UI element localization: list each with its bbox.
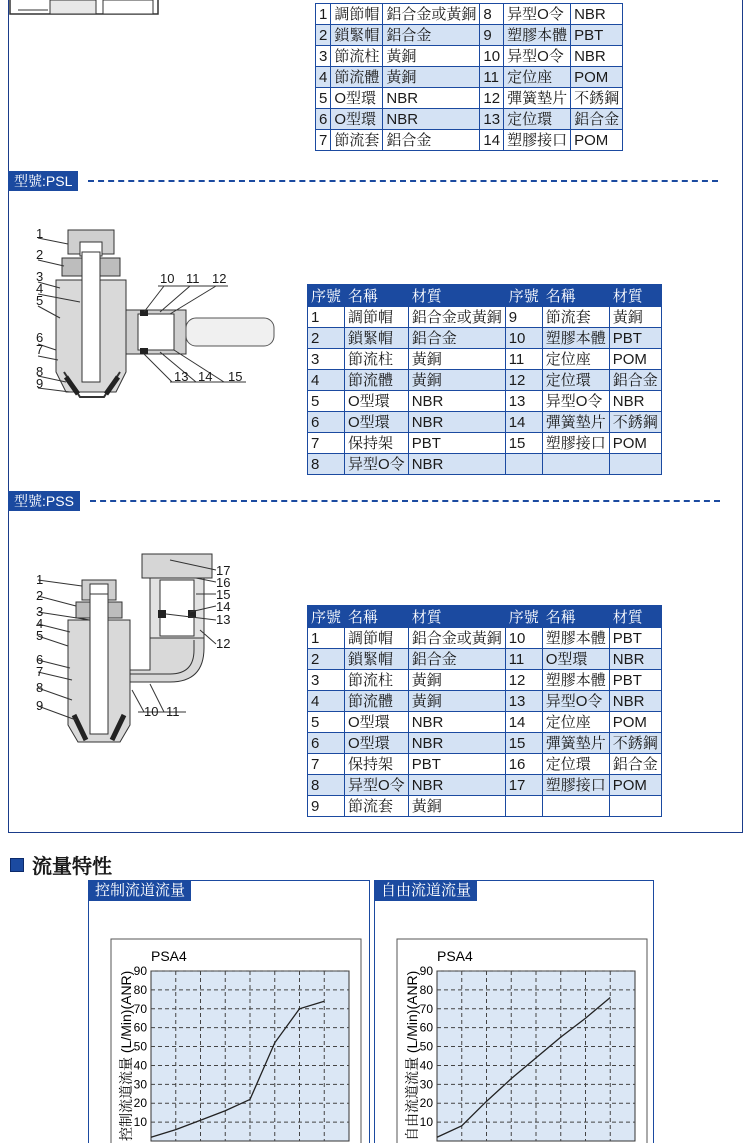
psl-header-cell: 材質 xyxy=(408,285,505,307)
table-cell: 异型O令 xyxy=(542,691,609,712)
table-cell: 塑膠接口 xyxy=(542,775,609,796)
chart-free-flow xyxy=(375,881,653,1143)
table-cell: 13 xyxy=(505,691,542,712)
table-cell: 14 xyxy=(505,712,542,733)
pss-callout-5: 5 xyxy=(36,628,44,643)
table-row xyxy=(308,691,662,712)
table-cell: 异型O令 xyxy=(542,391,609,412)
table-cell: 調節帽 xyxy=(345,628,409,649)
table-cell: 3 xyxy=(316,46,331,67)
psl-header-cell: 名稱 xyxy=(345,285,409,307)
table-cell: PBT xyxy=(609,628,661,649)
table-cell: 不銹鋼 xyxy=(571,88,623,109)
table-row xyxy=(308,712,662,733)
table-row xyxy=(308,433,662,454)
table-cell: 12 xyxy=(480,88,504,109)
table-cell: 12 xyxy=(505,370,542,391)
table-cell: 節流套 xyxy=(345,796,409,817)
y-tick-label: 10 xyxy=(419,1115,433,1130)
table-cell: 5 xyxy=(308,391,345,412)
psl-callout-1: 1 xyxy=(36,226,44,241)
psl-parts-table xyxy=(307,284,662,475)
table-cell: 節流柱 xyxy=(345,349,409,370)
table-row xyxy=(316,46,623,67)
table-cell: 黃銅 xyxy=(408,796,505,817)
pss-callout-10: 10 xyxy=(144,704,159,719)
table-cell: 鋁合金或黃銅 xyxy=(383,4,480,25)
y-tick-label: 50 xyxy=(133,1039,147,1054)
table-row xyxy=(316,130,623,151)
table-cell: NBR xyxy=(408,412,505,433)
table-cell: O型環 xyxy=(345,412,409,433)
table-row xyxy=(308,796,662,817)
chart-control-flow xyxy=(89,881,369,1143)
y-tick-label: 30 xyxy=(133,1077,147,1092)
chart-title: PSA4 xyxy=(151,948,187,964)
table-cell: 8 xyxy=(308,775,345,796)
table-cell: 彈簧墊片 xyxy=(542,733,609,754)
table-cell: 保持架 xyxy=(345,433,409,454)
flow-section-title-text: 流量特性 xyxy=(32,856,112,878)
table-cell: O型環 xyxy=(331,109,383,130)
pss-callout-3: 3 xyxy=(36,604,44,619)
table-row xyxy=(316,109,623,130)
table-cell: 9 xyxy=(308,796,345,817)
table-cell: O型環 xyxy=(345,391,409,412)
y-tick-label: 90 xyxy=(133,964,147,978)
y-tick-label: 60 xyxy=(419,1020,433,1035)
table-cell: 鋁合金 xyxy=(609,754,661,775)
table-cell: 15 xyxy=(505,433,542,454)
pss-header-cell: 材質 xyxy=(609,606,661,628)
table-cell: 鋁合金或黃銅 xyxy=(408,307,505,328)
table-row xyxy=(308,754,662,775)
pss-divider xyxy=(90,500,720,502)
table-cell: 14 xyxy=(480,130,504,151)
table-cell: 黃銅 xyxy=(609,307,661,328)
table-cell: 節流套 xyxy=(542,307,609,328)
table-cell: 7 xyxy=(316,130,331,151)
top-diagram-fragment xyxy=(8,0,168,22)
table-cell xyxy=(505,796,542,817)
table-cell: O型環 xyxy=(331,88,383,109)
table-cell: O型環 xyxy=(542,649,609,670)
table-cell: 定位環 xyxy=(542,370,609,391)
pss-model-label: 型號:PSS xyxy=(8,491,80,511)
table-cell: PBT xyxy=(571,25,623,46)
table-cell: 不銹鋼 xyxy=(609,733,661,754)
y-tick-label: 50 xyxy=(419,1039,433,1054)
table-cell: 10 xyxy=(505,328,542,349)
table-cell: 5 xyxy=(316,88,331,109)
psl-header-cell: 材質 xyxy=(609,285,661,307)
pss-callout-12: 12 xyxy=(216,636,231,651)
table-cell: 12 xyxy=(505,670,542,691)
psl-callout-10: 10 xyxy=(160,271,175,286)
table-row xyxy=(308,670,662,691)
table-cell: 節流套 xyxy=(331,130,383,151)
table-cell: 定位環 xyxy=(504,109,571,130)
table-cell xyxy=(505,454,542,475)
table-cell: 异型O令 xyxy=(345,775,409,796)
table-cell: 异型O令 xyxy=(504,46,571,67)
table-cell: O型環 xyxy=(345,712,409,733)
table-cell: 塑膠本體 xyxy=(542,670,609,691)
psl-header-cell: 序號 xyxy=(308,285,345,307)
y-axis-label: 自由流道流量 (L/Min)(ANR) xyxy=(404,970,420,1141)
table-cell: NBR xyxy=(408,391,505,412)
flow-section-title xyxy=(10,850,112,879)
table-cell: 黃銅 xyxy=(383,46,480,67)
table-cell: 鋁合金 xyxy=(408,328,505,349)
table-cell: NBR xyxy=(408,454,505,475)
y-tick-label: 10 xyxy=(133,1115,147,1130)
pss-model-bar xyxy=(8,491,720,511)
pss-header-cell: 序號 xyxy=(308,606,345,628)
table-cell: NBR xyxy=(383,109,480,130)
table-cell: 9 xyxy=(480,25,504,46)
pss-header-row xyxy=(308,606,662,628)
table-cell: 塑膠接口 xyxy=(504,130,571,151)
table-cell: POM xyxy=(609,775,661,796)
table-cell: 1 xyxy=(308,307,345,328)
table-cell: 11 xyxy=(480,67,504,88)
table-row xyxy=(308,454,662,475)
table-cell: 定位座 xyxy=(542,349,609,370)
table-cell: NBR xyxy=(609,391,661,412)
table-cell: 1 xyxy=(316,4,331,25)
top-parts-table xyxy=(315,3,623,151)
chart-panel-free xyxy=(374,880,654,1143)
psl-callout-3: 3 xyxy=(36,269,44,284)
table-cell xyxy=(609,796,661,817)
y-tick-label: 60 xyxy=(133,1020,147,1035)
y-tick-label: 40 xyxy=(419,1058,433,1073)
table-cell: 彈簧墊片 xyxy=(504,88,571,109)
psl-callout-2: 2 xyxy=(36,247,44,262)
table-cell: 定位環 xyxy=(542,754,609,775)
table-cell: 7 xyxy=(308,433,345,454)
table-cell: 1 xyxy=(308,628,345,649)
table-cell: 6 xyxy=(308,412,345,433)
y-tick-label: 70 xyxy=(419,1001,433,1016)
table-cell: 鋁合金或黃銅 xyxy=(408,628,505,649)
psl-callout-15: 15 xyxy=(228,369,243,384)
table-cell: 14 xyxy=(505,412,542,433)
y-tick-label: 90 xyxy=(419,964,433,978)
y-axis-label: 控制流道流量 (L/Min)(ANR) xyxy=(118,970,134,1141)
table-cell: POM xyxy=(609,433,661,454)
pss-callout-15: 15 xyxy=(216,587,231,602)
pss-header-cell: 材質 xyxy=(408,606,505,628)
table-cell: 調節帽 xyxy=(331,4,383,25)
table-cell: 鋁合金 xyxy=(571,109,623,130)
psl-header-row xyxy=(308,285,662,307)
table-cell: 塑膠本體 xyxy=(542,328,609,349)
table-cell: 黃銅 xyxy=(408,691,505,712)
table-cell: 2 xyxy=(308,649,345,670)
table-cell: 塑膠本體 xyxy=(504,25,571,46)
square-bullet-icon xyxy=(10,858,24,872)
table-row xyxy=(308,412,662,433)
table-cell: PBT xyxy=(408,754,505,775)
psl-callout-4: 4 xyxy=(36,281,44,296)
table-cell: POM xyxy=(571,130,623,151)
psl-divider xyxy=(88,180,718,182)
table-row xyxy=(308,328,662,349)
table-cell: 節流體 xyxy=(345,370,409,391)
table-cell: 鋁合金 xyxy=(408,649,505,670)
table-cell: 9 xyxy=(505,307,542,328)
table-cell: NBR xyxy=(609,691,661,712)
table-cell: 節流柱 xyxy=(345,670,409,691)
psl-callout-9: 9 xyxy=(36,376,44,391)
table-cell: 异型O令 xyxy=(345,454,409,475)
table-cell: PBT xyxy=(609,328,661,349)
table-cell: POM xyxy=(571,67,623,88)
table-cell xyxy=(609,454,661,475)
pss-callout-6: 6 xyxy=(36,652,44,667)
table-cell: NBR xyxy=(383,88,480,109)
pss-diagram xyxy=(20,550,240,750)
table-row xyxy=(308,307,662,328)
chart-panel-title-free: 自由流道流量 xyxy=(375,881,477,901)
table-cell xyxy=(542,796,609,817)
table-row xyxy=(316,25,623,46)
table-cell: 11 xyxy=(505,649,542,670)
pss-callout-17: 17 xyxy=(216,563,231,578)
pss-callout-2: 2 xyxy=(36,588,44,603)
table-row xyxy=(316,4,623,25)
y-tick-label: 80 xyxy=(419,982,433,997)
table-row xyxy=(308,628,662,649)
psl-callout-12: 12 xyxy=(212,271,227,286)
table-cell: 節流體 xyxy=(345,691,409,712)
table-cell xyxy=(542,454,609,475)
table-cell: 3 xyxy=(308,349,345,370)
table-cell: 調節帽 xyxy=(345,307,409,328)
table-cell: POM xyxy=(609,712,661,733)
table-cell: 15 xyxy=(505,733,542,754)
psl-callout-7: 7 xyxy=(36,342,44,357)
table-cell: NBR xyxy=(571,46,623,67)
table-row xyxy=(308,349,662,370)
table-cell: 5 xyxy=(308,712,345,733)
pss-header-cell: 名稱 xyxy=(345,606,409,628)
psl-callout-8: 8 xyxy=(36,364,44,379)
table-cell: 節流柱 xyxy=(331,46,383,67)
table-cell: 鎖緊帽 xyxy=(331,25,383,46)
table-cell: 鎖緊帽 xyxy=(345,328,409,349)
table-row xyxy=(316,67,623,88)
table-cell: 黃銅 xyxy=(408,370,505,391)
table-row xyxy=(308,649,662,670)
chart-title: PSA4 xyxy=(437,948,473,964)
table-cell: NBR xyxy=(609,649,661,670)
table-cell: PBT xyxy=(609,670,661,691)
pss-callout-4: 4 xyxy=(36,616,44,631)
chart-panel-control xyxy=(88,880,370,1143)
table-cell: O型環 xyxy=(345,733,409,754)
y-tick-label: 30 xyxy=(419,1077,433,1092)
y-tick-label: 40 xyxy=(133,1058,147,1073)
table-cell: NBR xyxy=(408,775,505,796)
y-tick-label: 80 xyxy=(133,982,147,997)
table-row xyxy=(308,733,662,754)
table-cell: 定位座 xyxy=(542,712,609,733)
table-cell: 4 xyxy=(316,67,331,88)
table-cell: 异型O令 xyxy=(504,4,571,25)
chart-panel-title-control: 控制流道流量 xyxy=(89,881,191,901)
table-cell: PBT xyxy=(408,433,505,454)
table-cell: POM xyxy=(609,349,661,370)
table-cell: 黃銅 xyxy=(383,67,480,88)
table-cell: 鎖緊帽 xyxy=(345,649,409,670)
table-cell: 鋁合金 xyxy=(383,25,480,46)
table-cell: 8 xyxy=(308,454,345,475)
table-cell: 塑膠接口 xyxy=(542,433,609,454)
psl-callout-6: 6 xyxy=(36,330,44,345)
table-cell: 10 xyxy=(480,46,504,67)
table-cell: 8 xyxy=(480,4,504,25)
table-cell: 塑膠本體 xyxy=(542,628,609,649)
table-cell: NBR xyxy=(408,733,505,754)
table-row xyxy=(308,370,662,391)
pss-callout-16: 16 xyxy=(216,575,231,590)
y-tick-label: 20 xyxy=(419,1096,433,1111)
pss-header-cell: 序號 xyxy=(505,606,542,628)
table-cell: 黃銅 xyxy=(408,349,505,370)
pss-header-cell: 名稱 xyxy=(542,606,609,628)
pss-callout-8: 8 xyxy=(36,680,44,695)
pss-parts-table xyxy=(307,605,662,817)
table-cell: 17 xyxy=(505,775,542,796)
psl-header-cell: 序號 xyxy=(505,285,542,307)
table-row xyxy=(316,88,623,109)
table-cell: 10 xyxy=(505,628,542,649)
y-tick-label: 20 xyxy=(133,1096,147,1111)
table-cell: 鋁合金 xyxy=(383,130,480,151)
pss-callout-14: 14 xyxy=(216,599,231,614)
psl-model-label: 型號:PSL xyxy=(8,171,78,191)
table-cell: 7 xyxy=(308,754,345,775)
pss-callout-9: 9 xyxy=(36,698,44,713)
table-cell: NBR xyxy=(571,4,623,25)
psl-model-bar xyxy=(8,171,718,191)
table-cell: 2 xyxy=(308,328,345,349)
table-cell: 13 xyxy=(480,109,504,130)
table-cell: 不銹鋼 xyxy=(609,412,661,433)
pss-callout-7: 7 xyxy=(36,664,44,679)
table-cell: 6 xyxy=(308,733,345,754)
table-cell: 11 xyxy=(505,349,542,370)
table-cell: 節流體 xyxy=(331,67,383,88)
table-cell: NBR xyxy=(408,712,505,733)
y-tick-label: 70 xyxy=(133,1001,147,1016)
pss-callout-13: 13 xyxy=(216,612,231,627)
pss-callout-1: 1 xyxy=(36,572,44,587)
table-cell: 16 xyxy=(505,754,542,775)
psl-callout-13: 13 xyxy=(174,369,189,384)
table-cell: 2 xyxy=(316,25,331,46)
psl-callout-14: 14 xyxy=(198,369,213,384)
pss-callout-11: 11 xyxy=(166,704,180,719)
psl-header-cell: 名稱 xyxy=(542,285,609,307)
table-cell: 鋁合金 xyxy=(609,370,661,391)
table-cell: 4 xyxy=(308,691,345,712)
table-row xyxy=(308,391,662,412)
table-cell: 彈簧墊片 xyxy=(542,412,609,433)
table-cell: 黃銅 xyxy=(408,670,505,691)
psl-callout-5: 5 xyxy=(36,293,44,308)
table-cell: 保持架 xyxy=(345,754,409,775)
table-cell: 4 xyxy=(308,370,345,391)
table-row xyxy=(308,775,662,796)
table-cell: 6 xyxy=(316,109,331,130)
table-cell: 13 xyxy=(505,391,542,412)
table-cell: 定位座 xyxy=(504,67,571,88)
psl-diagram xyxy=(20,222,290,422)
psl-callout-11: 11 xyxy=(186,271,200,286)
table-cell: 3 xyxy=(308,670,345,691)
